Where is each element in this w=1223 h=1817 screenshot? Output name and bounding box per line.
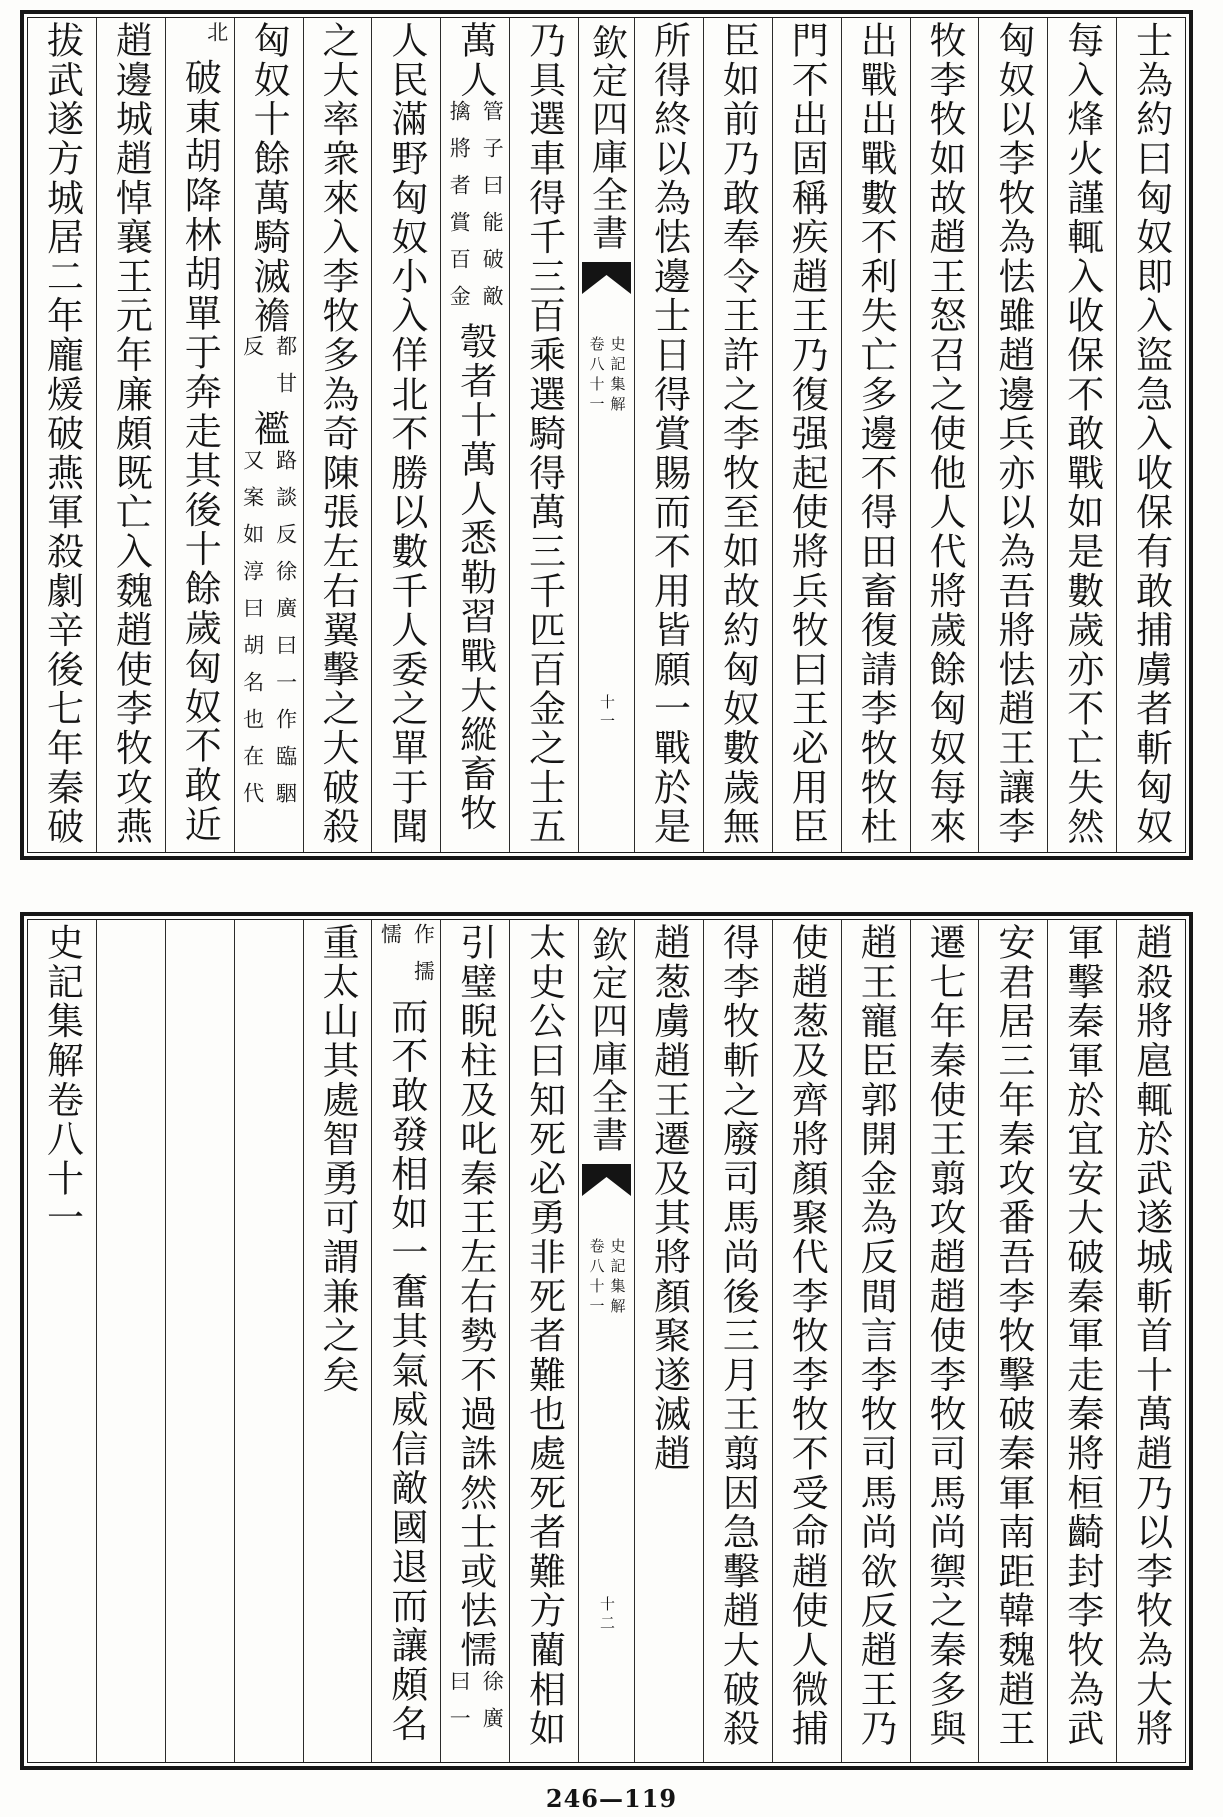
annotation-left-line: 懦 <box>378 923 403 960</box>
annotation-note <box>173 21 227 58</box>
main-text: 所得終以為怯邊士日得賞賜而不用皆願一戰於是 <box>647 21 691 847</box>
annotation-right-line: 北 <box>204 21 229 58</box>
annotation-spacer <box>173 21 194 58</box>
main-text: 拔武遂方城居二年龐煖破燕軍殺劇辛後七年秦破 <box>40 21 84 847</box>
main-text: 匈奴以李牧為怯雖趙邊兵亦以為吾將怯趙王讓李 <box>991 21 1035 847</box>
main-text: 安君居三年秦攻番吾李牧擊破秦軍南距韓魏趙王 <box>991 923 1035 1749</box>
fold-title: 欽定四庫全書 <box>586 926 628 1154</box>
fishtail-mark <box>579 1164 634 1198</box>
text-column <box>841 18 910 852</box>
fold-book-title: 史記集解 <box>608 336 627 416</box>
main-text: 重太山其處智勇可謂兼之矣 <box>315 923 359 1395</box>
column-grid <box>28 920 1185 1762</box>
main-text: 萬人 <box>453 21 497 100</box>
text-column <box>165 18 234 852</box>
main-text: 趙葱虜趙王遷及其將顏聚遂滅趙 <box>647 923 691 1474</box>
main-text: 襤 <box>247 409 291 449</box>
text-column <box>96 18 165 852</box>
text-column <box>440 920 509 1762</box>
fold-volume: 卷八十一 <box>587 336 606 416</box>
page-footer-number: 246—119 <box>545 1784 678 1813</box>
page-panel-lower <box>20 912 1193 1770</box>
blank-column <box>165 920 234 1762</box>
main-text: 太史公曰知死必勇非死者難也處死者難方藺相如 <box>522 923 566 1749</box>
annotation-note <box>447 99 505 322</box>
main-text: 史記集解卷八十一 <box>40 923 84 1238</box>
text-column <box>978 920 1047 1762</box>
text-column <box>1116 920 1185 1762</box>
text-column <box>303 920 372 1762</box>
column-grid <box>28 18 1185 852</box>
text-column <box>634 920 703 1762</box>
text-column <box>371 920 440 1762</box>
text-column <box>303 18 372 852</box>
main-text: 乃具選車得千三百乘選騎得萬三千匹百金之士五 <box>522 21 566 847</box>
main-text: 每入烽火謹輒入收保不敢戰如是數歲亦不亡失然 <box>1060 21 1104 847</box>
annotation-right-line: 都甘 <box>273 335 298 410</box>
main-text: 臣如前乃敢奉令王許之李牧至如故約匈奴數歲無 <box>716 21 760 847</box>
main-text: 趙邊城趙悼襄王元年廉頗既亡入魏趙使李牧攻燕 <box>109 21 153 847</box>
main-text: 遷七年秦使王翦攻趙趙使李牧司馬尚禦之秦多與 <box>922 923 966 1749</box>
text-column <box>978 18 1047 852</box>
fold-title: 欽定四庫全書 <box>586 24 628 252</box>
fold-book-info <box>579 1238 634 1318</box>
fishtail-mark <box>579 262 634 296</box>
main-text: 人民滿野匈奴小入佯北不勝以數千人委之單于聞 <box>384 21 428 847</box>
annotation-right-line: 路談反徐廣曰一作臨駰 <box>273 448 298 819</box>
blank-column <box>96 920 165 1762</box>
main-text: 牧李牧如故趙王怒召之使他人代將歲餘匈奴每來 <box>922 21 966 847</box>
main-text: 趙王寵臣郭開金為反間言李牧司馬尚欲反趙王乃 <box>854 923 898 1749</box>
annotation-note <box>447 1669 505 1744</box>
main-text: 軍擊秦軍於宜安大破秦軍走秦將桓齮封李牧為武 <box>1060 923 1104 1749</box>
text-column <box>234 18 303 852</box>
text-column <box>371 18 440 852</box>
panel-inner-border <box>27 919 1186 1763</box>
annotation-left-line: 又案如淳曰胡名也在代 <box>240 448 265 819</box>
blank-column <box>234 920 303 1762</box>
main-text: 彀者十萬人悉勒習戰大縱畜牧 <box>453 321 497 833</box>
annotation-right-line: 管子曰能破敵 <box>480 99 505 322</box>
main-text: 引璧睨柱及叱秦王左右勢不過誅然士或怯懦 <box>453 923 497 1670</box>
annotation-right-line: 徐廣 <box>480 1669 505 1744</box>
fold-page-number: 十二 <box>598 1596 616 1634</box>
text-column <box>28 920 96 1762</box>
annotation-left-line: 曰一 <box>447 1669 472 1744</box>
fold-book-title: 史記集解 <box>608 1238 627 1318</box>
text-column <box>509 920 578 1762</box>
main-text: 出戰出戰數不利失亡多邊不得田畜復請李牧牧杜 <box>854 21 898 847</box>
main-text: 而不敢發相如一奮其氣威信敵國退而讓頗名 <box>384 997 428 1744</box>
fold-book-info <box>579 336 634 416</box>
main-text: 破東胡降林胡單于奔走其後十餘歲匈奴不敢近 <box>178 58 222 844</box>
panel-inner-border <box>27 17 1186 853</box>
main-text: 匈奴十餘萬騎滅襜 <box>247 21 291 336</box>
text-column <box>910 18 979 852</box>
main-text: 士為約曰匈奴即入盜急入收保有敢捕虜者斬匈奴 <box>1129 21 1173 847</box>
main-text: 趙殺將扈輒於武遂城斬首十萬趙乃以李牧為大將 <box>1129 923 1173 1749</box>
main-text: 使趙葱及齊將顏聚代李牧李牧不受命趙使人微捕 <box>785 923 829 1749</box>
text-column <box>772 920 841 1762</box>
annotation-right-line: 作擩 <box>411 923 436 997</box>
main-text: 得李牧斬之廢司馬尚後三月王翦因急擊趙大破殺 <box>716 923 760 1749</box>
text-column <box>28 18 96 852</box>
annotation-note <box>242 335 296 409</box>
annotation-note <box>242 449 296 819</box>
text-column <box>1116 18 1185 852</box>
fold-volume: 卷八十一 <box>587 1238 606 1318</box>
page-panel-upper <box>20 10 1193 860</box>
fold-page-number: 十一 <box>598 694 616 732</box>
text-column <box>440 18 509 852</box>
text-column <box>634 18 703 852</box>
text-column <box>772 18 841 852</box>
annotation-left-line: 擒將者賞百金 <box>447 99 472 322</box>
main-text: 門不出固稱疾趙王乃復强起使將兵牧曰王必用臣 <box>785 21 829 847</box>
text-column <box>703 18 772 852</box>
fold-column <box>578 18 634 852</box>
annotation-note <box>378 923 436 997</box>
text-column <box>841 920 910 1762</box>
text-column <box>1047 18 1116 852</box>
text-column <box>703 920 772 1762</box>
text-column <box>509 18 578 852</box>
text-column <box>910 920 979 1762</box>
annotation-left-line: 反 <box>240 335 265 373</box>
text-column <box>1047 920 1116 1762</box>
fold-column <box>578 920 634 1762</box>
main-text: 之大率衆來入李牧多為奇陳張左右翼擊之大破殺 <box>315 21 359 847</box>
